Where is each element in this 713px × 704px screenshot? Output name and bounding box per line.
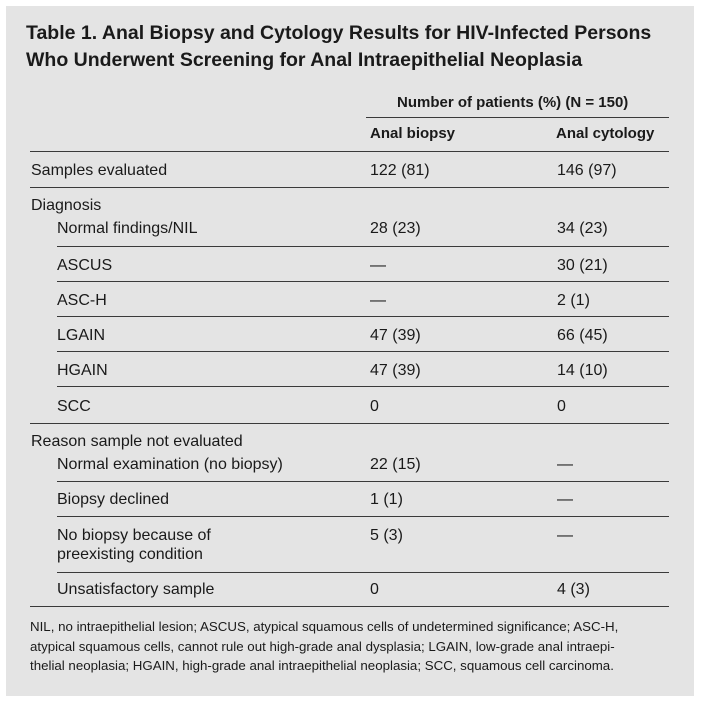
cell-asch-cytology: 2 (1) — [557, 292, 590, 309]
section-label-reason: Reason sample not evaluated — [31, 433, 243, 450]
row-label-ascus: ASCUS — [57, 257, 113, 274]
column-group-header: Number of patients (%) (N = 150) — [397, 94, 629, 111]
row-divider — [57, 572, 669, 573]
row-label-unsatisfactory: Unsatisfactory sample — [57, 581, 215, 598]
table-title — [26, 20, 686, 74]
cell-normal-exam-cytology: — — [557, 456, 573, 473]
row-label-normal-exam: Normal examination (no biopsy) — [57, 456, 283, 473]
cell-hgain-cytology: 14 (10) — [557, 362, 608, 379]
section-label-diagnosis: Diagnosis — [31, 197, 102, 214]
cell-lgain-cytology: 66 (45) — [557, 327, 608, 344]
cell-hgain-biopsy: 47 (39) — [370, 362, 421, 379]
cell-samples-biopsy: 122 (81) — [370, 162, 430, 179]
cell-lgain-biopsy: 47 (39) — [370, 327, 421, 344]
row-divider — [57, 516, 669, 517]
cell-preexisting-biopsy: 5 (3) — [370, 527, 403, 544]
row-divider — [57, 481, 669, 482]
group-header-rule — [366, 117, 669, 118]
row-label-asch: ASC-H — [57, 292, 107, 309]
row-label-lgain: LGAIN — [57, 327, 106, 344]
cell-unsatisfactory-cytology: 4 (3) — [557, 581, 590, 598]
column-header-biopsy: Anal biopsy — [370, 125, 456, 142]
title-line-2: Who Underwent Screening for Anal Intraepithelial Neoplasia — [26, 49, 583, 71]
row-label-normal: Normal findings/NIL — [57, 220, 198, 237]
cell-preexisting-cytology: — — [557, 527, 573, 544]
cell-scc-cytology: 0 — [557, 398, 566, 415]
row-divider — [57, 351, 669, 352]
table-footnote — [30, 617, 670, 676]
cell-unsatisfactory-biopsy: 0 — [370, 581, 379, 598]
cell-scc-biopsy: 0 — [370, 398, 379, 415]
row-label-preexisting-line2: preexisting condition — [57, 546, 203, 563]
row-label-declined: Biopsy declined — [57, 491, 170, 508]
cell-asch-biopsy: — — [370, 292, 386, 309]
footnote-line-2: atypical squamous cells, cannot rule out high-grade anal dysplasia; LGAIN, low-grade anal intraepi- — [30, 638, 615, 654]
row-divider — [57, 316, 669, 317]
footnote-line-3: thelial neoplasia; HGAIN, high-grade anal intraepithelial neoplasia; SCC, squamous cell carcinoma. — [30, 658, 614, 674]
table-bottom-rule — [30, 606, 669, 607]
cell-samples-cytology: 146 (97) — [557, 162, 617, 179]
cell-normal-cytology: 34 (23) — [557, 220, 608, 237]
cell-declined-cytology: — — [557, 491, 573, 508]
row-label-samples: Samples evaluated — [31, 162, 168, 179]
row-divider — [57, 281, 669, 282]
row-label-preexisting-line1: No biopsy because of — [57, 527, 211, 544]
row-divider — [57, 386, 669, 387]
row-label-scc: SCC — [57, 398, 91, 415]
cell-declined-biopsy: 1 (1) — [370, 491, 403, 508]
title-line-1: Table 1. Anal Biopsy and Cytology Results for HIV-Infected Persons — [26, 22, 652, 44]
cell-normal-biopsy: 28 (23) — [370, 220, 421, 237]
cell-ascus-cytology: 30 (21) — [557, 257, 608, 274]
row-divider — [57, 246, 669, 247]
cell-ascus-biopsy: — — [370, 257, 386, 274]
row-divider — [30, 423, 669, 424]
header-rule — [30, 151, 669, 152]
row-divider — [30, 187, 669, 188]
row-label-hgain: HGAIN — [57, 362, 108, 379]
cell-normal-exam-biopsy: 22 (15) — [370, 456, 421, 473]
footnote-line-1: NIL, no intraepithelial lesion; ASCUS, atypical squamous cells of undetermined significance; ASC-H, — [30, 619, 619, 634]
column-header-cytology: Anal cytology — [556, 125, 655, 142]
